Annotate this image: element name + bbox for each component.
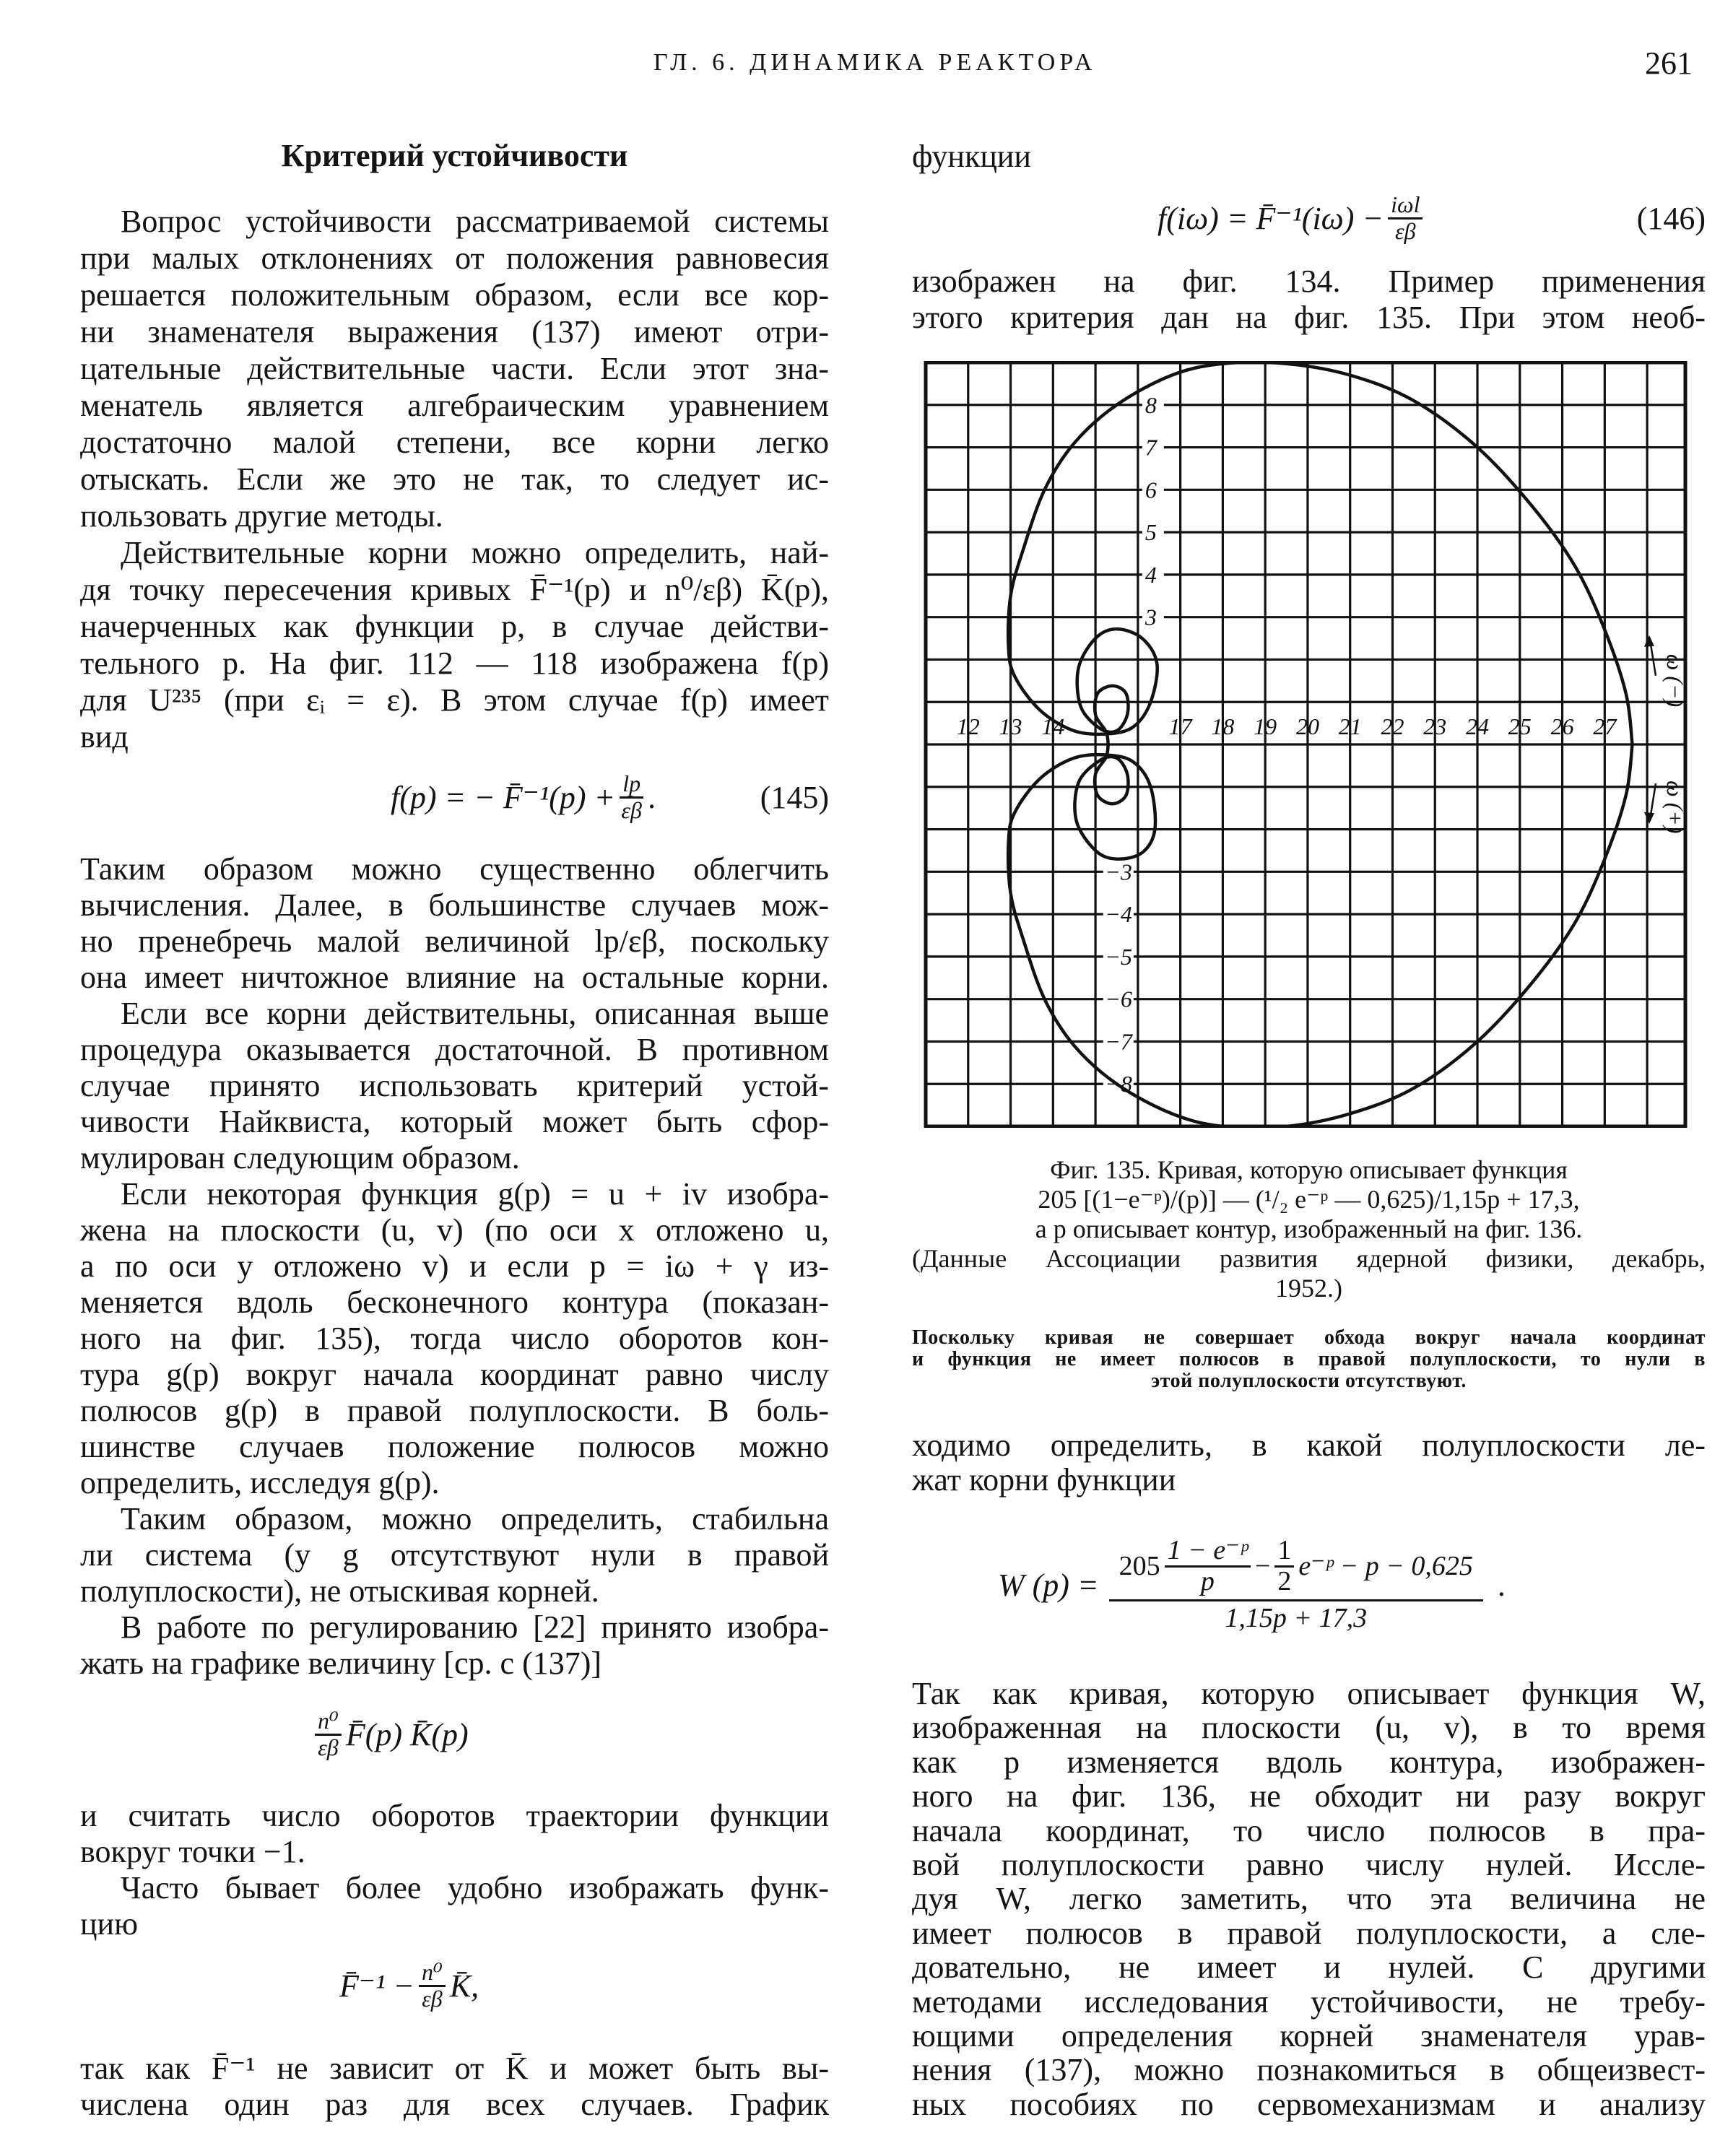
text-line: Так как кривая, которую описывает функция W,: [912, 1676, 1706, 1711]
x-tick-label: 20: [1295, 713, 1319, 739]
text-line: Таким образом, можно определить, стабильна: [121, 1501, 829, 1536]
text-line: решается положительным образом, если все кор-: [80, 277, 829, 313]
eqb-lhs: F̄⁻¹ −: [339, 1968, 414, 2004]
text-line: как p изменяется вдоль контура, изображен-: [912, 1744, 1706, 1780]
text-line: ного на фиг. 136, не обходит ни разу вокруг: [912, 1778, 1706, 1814]
right-paragraphs-1: [912, 264, 1706, 336]
y-tick-label: 6: [1145, 477, 1157, 503]
arrowhead-icon: [1644, 812, 1654, 824]
equation-nF-K: [310, 1698, 469, 1770]
x-tick-label: 21: [1338, 713, 1362, 739]
caption-line: 1952.): [1275, 1274, 1342, 1303]
eqW-frac2-num: 1: [1274, 1536, 1294, 1568]
eqb-num: n⁰: [419, 1960, 446, 1987]
eqW-205: 205: [1119, 1550, 1160, 1581]
caption-line: а p описывает контур, изображенный на фиг. 136.: [1035, 1214, 1583, 1243]
x-tick-label: 26: [1550, 713, 1574, 739]
text-line: полюсов g(p) в правой полуплоскости. В боль-: [80, 1393, 829, 1428]
text-line: при малых отклонениях от положения равновесия: [80, 240, 829, 276]
nyquist-curve: [1008, 362, 1632, 744]
arrowhead-icon: [1644, 635, 1654, 647]
text-line: ющими определения корней знаменателя урав-: [912, 2018, 1706, 2054]
text-line: ного на фиг. 135), тогда число оборотов кон-: [80, 1321, 829, 1356]
text-line: имеет полюсов в правой полуплоскости, а сле-: [912, 1915, 1706, 1951]
right-paragraphs-2: [912, 1428, 1706, 1498]
y-tick-label: 5: [1145, 519, 1157, 546]
eqW-period: .: [1497, 1567, 1506, 1603]
text-line: менатель является алгебраическим уравнением: [80, 388, 829, 423]
text-line: Часто бывает более удобно изображать функ-: [121, 1870, 829, 1905]
text-line: вокруг точки −1.: [80, 1834, 305, 1869]
right-intro: функции: [912, 139, 1031, 174]
text-line: ни знаменателя выражения (137) имеют отри-: [80, 314, 829, 349]
text-line: вой полуплоскости равно числу нулей. Иссле-: [912, 1847, 1706, 1883]
text-line: нения (137), можно познакомиться в общеизвест-: [912, 2052, 1706, 2088]
y-tick-label: −7: [1105, 1028, 1132, 1055]
eqW-frac1: [1165, 1536, 1251, 1596]
text-line: а по оси y отложено v) и если p = iω + γ из-: [80, 1248, 829, 1284]
text-line: она имеет ничтожное влияние на остальные корни.: [80, 960, 829, 995]
text-line: меняется вдоль бесконечного контура (показан-: [80, 1285, 829, 1320]
text-line: дуя W, легко заметить, что эта величина не: [912, 1881, 1706, 1917]
omega-label: ω (−): [1662, 653, 1688, 708]
running-title: ГЛ. 6. ДИНАМИКА РЕАКТОРА: [653, 49, 1097, 76]
note-line: и функция не имеет полюсов в правой полуплоскости, то нули в: [912, 1348, 1706, 1370]
left-paragraphs-4: [80, 2051, 829, 2123]
text-line: Вопрос устойчивости рассматриваемой системы: [121, 204, 829, 239]
eqW-frac1-num: 1 − e⁻ᵖ: [1165, 1536, 1251, 1568]
eq146-num: iωl: [1388, 193, 1423, 219]
text-line: жена на плоскости (u, v) (по оси x отложено u,: [80, 1212, 829, 1248]
text-line: отыскать. Если же это не так, то следует ис-: [80, 461, 829, 497]
text-line: чивости Найквиста, который может быть сфор-: [80, 1104, 829, 1139]
x-tick-label: 24: [1466, 713, 1490, 739]
text-line: В работе по регулированию [22] принято изобра-: [121, 1609, 829, 1645]
figure-caption: [912, 1155, 1706, 1303]
text-line: начерченных как функции p, в случае действи-: [80, 609, 829, 644]
x-tick-label: 14: [1041, 713, 1065, 739]
eqW-numerator: [1109, 1536, 1483, 1601]
eq146-number: (146): [1636, 200, 1706, 236]
text-line: ли система (у g отсутствуют нули в правой: [80, 1537, 829, 1573]
eq145-num: lp: [620, 772, 643, 799]
left-paragraphs-3: [80, 1798, 829, 1942]
text-line: случае принято использовать критерий устой-: [80, 1068, 829, 1103]
eqW-denominator: 1,15p + 17,3: [1225, 1602, 1368, 1633]
page-number: 261: [1645, 45, 1693, 81]
text-line: так как F̄⁻¹ не зависит от K̄ и может быть вы-: [80, 2051, 829, 2086]
y-tick-label: −4: [1105, 901, 1132, 928]
text-line: достаточно малой степени, все корни легко: [80, 425, 829, 460]
text-line: изображенная на плоскости (u, v), в то время: [912, 1710, 1706, 1746]
eqW-frac2-den: 2: [1277, 1566, 1292, 1597]
text-line: методами исследования устойчивости, не требу-: [912, 1983, 1706, 2020]
eqW-lhs: W (p) =: [998, 1567, 1099, 1603]
note-line: этой полуплоскости отсутствуют.: [1151, 1370, 1467, 1392]
text-line: тельного p. На фиг. 112 — 118 изображена f(p): [80, 646, 829, 681]
x-tick-label: 27: [1593, 713, 1617, 739]
text-line: шинстве случаев положение полюсов можно: [80, 1429, 829, 1464]
text-line: вид: [80, 719, 129, 755]
text-line: ходимо определить, в какой полуплоскости ле-: [912, 1427, 1706, 1463]
text-line: жат корни функции: [912, 1462, 1176, 1498]
eq145-dot: .: [648, 779, 656, 815]
note-line: Поскольку кривая не совершает обхода вокруг начала координат: [912, 1326, 1706, 1349]
eq146-fraction: [1388, 193, 1423, 243]
text-line: дя точку пересечения кривых F̄⁻¹(p) и n⁰/εβ) K̄(p),: [80, 572, 829, 607]
text-line: мулирован следующим образом.: [80, 1140, 520, 1175]
left-paragraphs-1: [80, 203, 829, 755]
equation-146: [912, 189, 1706, 247]
text-line: изображен на фиг. 134. Пример применения: [912, 264, 1706, 299]
equation-145: [80, 768, 829, 826]
eqW-frac2: [1274, 1536, 1294, 1596]
x-tick-label: 17: [1168, 713, 1192, 739]
eqa-num: n⁰: [315, 1709, 342, 1736]
y-tick-label: 8: [1145, 391, 1157, 418]
nyquist-curve: [1008, 744, 1632, 1128]
y-tick-label: −3: [1105, 859, 1132, 885]
y-tick-label: 3: [1145, 604, 1157, 630]
text-line: числена один раз для всех случаев. График: [80, 2087, 829, 2122]
eq145-lhs: f(p) = − F̄⁻¹(p) +: [391, 779, 616, 815]
y-tick-label: 4: [1145, 561, 1157, 588]
y-tick-label: −5: [1105, 943, 1132, 970]
text-line: этого критерия дан на фиг. 135. При этом необ-: [912, 300, 1706, 335]
eq146-lhs: f(iω) = F̄⁻¹(iω) −: [1157, 200, 1384, 236]
text-line: начала координат, то число полюсов в пра-: [912, 1812, 1706, 1848]
y-tick-label: −6: [1105, 986, 1132, 1012]
text-line: и считать число оборотов траектории функции: [80, 1798, 829, 1833]
x-tick-label: 25: [1508, 713, 1532, 739]
text-line: жать на графике величину [ср. с (137)]: [80, 1646, 602, 1681]
omega-label: ω (+): [1662, 781, 1688, 834]
x-tick-label: 12: [956, 713, 980, 739]
text-line: вычисления. Далее, в большинстве случаев мож-: [80, 887, 829, 923]
eq145-number: (145): [760, 779, 829, 815]
eqb-fraction: [419, 1960, 446, 2011]
section-title: Критерий устойчивости: [281, 138, 628, 173]
nyquist-plot: [923, 361, 1688, 1128]
eqa-den: εβ: [318, 1734, 339, 1760]
text-line: довательно, не имеет и нулей. С другими: [912, 1949, 1706, 1986]
y-tick-label: −8: [1105, 1071, 1132, 1097]
text-line: для U²³⁵ (при εᵢ = ε). В этом случае f(p) имеет: [80, 682, 829, 718]
eqa-rest: F̄(p) K̄(p): [345, 1716, 469, 1752]
eqb-rest: K̄,: [449, 1968, 479, 2004]
eqW-fraction: [1109, 1536, 1483, 1633]
text-line: Действительные корни можно определить, най-: [121, 535, 829, 570]
text-line: цию: [80, 1906, 138, 1942]
eq146-den: εβ: [1395, 217, 1416, 244]
x-tick-label: 22: [1381, 713, 1404, 739]
text-line: пользовать другие методы.: [80, 498, 443, 534]
equation-F-minus-K: [339, 1949, 479, 2022]
eqa-fraction: [315, 1709, 342, 1760]
text-line: Таким образом можно существенно облегчить: [80, 851, 829, 887]
eqW-frac1-den: p: [1200, 1566, 1215, 1597]
text-line: определить, исследуя g(p).: [80, 1465, 440, 1500]
caption-line: 205 [(1−e⁻ᵖ)/(p)] — (¹/₂ e⁻ᵖ — 0,625)/1,15p + 17,3,: [1038, 1185, 1580, 1214]
eqW-minus: −: [1254, 1550, 1271, 1581]
right-paragraphs-3: [912, 1677, 1706, 2121]
x-tick-label: 18: [1211, 713, 1235, 739]
x-tick-label: 19: [1254, 713, 1277, 739]
x-tick-label: 13: [999, 713, 1022, 739]
text-line: Если некоторая функция g(p) = u + iv изобра-: [121, 1176, 829, 1212]
text-line: цательные действительные части. Если этот зна-: [80, 351, 829, 386]
eq145-fraction: [620, 772, 643, 822]
eqb-den: εβ: [422, 1985, 443, 2012]
eqW-tail: e⁻ᵖ − p − 0,625: [1298, 1550, 1473, 1581]
text-line: Если все корни действительны, описанная выше: [121, 996, 829, 1031]
text-line: ных пособиях по сервомеханизмам и анализу: [912, 2086, 1706, 2122]
text-line: полуплоскости), не отыскивая корней.: [80, 1573, 599, 1609]
y-tick-label: 7: [1145, 434, 1157, 461]
caption-line: Фиг. 135. Кривая, которую описывает функция: [1050, 1155, 1568, 1184]
figure-note: [912, 1327, 1706, 1392]
x-tick-label: 23: [1423, 713, 1447, 739]
left-paragraphs-2: [80, 851, 829, 1682]
caption-line: (Данные Ассоциации развития ядерной физики, декабрь,: [912, 1244, 1706, 1273]
text-line: но пренебречь малой величиной lp/εβ, поскольку: [80, 923, 829, 959]
equation-W: [998, 1523, 1506, 1646]
text-line: тура g(p) вокруг начала координат равно числу: [80, 1357, 829, 1392]
eq145-den: εβ: [621, 796, 642, 823]
text-line: процедура оказывается достаточной. В противном: [80, 1032, 829, 1067]
